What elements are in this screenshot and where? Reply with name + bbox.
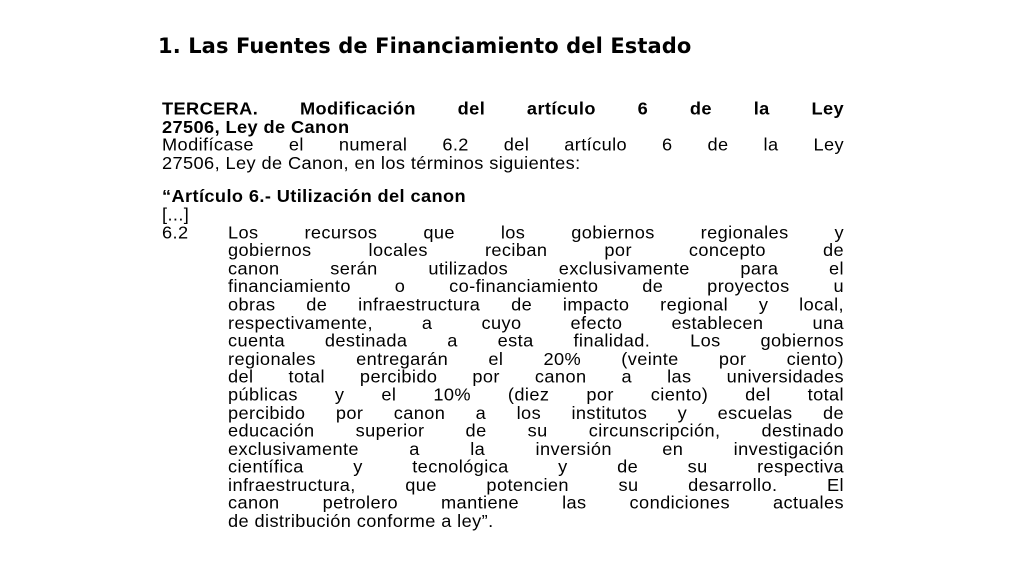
intro-line: 27506, Ley de Canon, en los términos siguientes:: [162, 153, 581, 173]
item-line: educación superior de su circunscripción, destinado: [228, 421, 844, 441]
intro: [162, 136, 844, 172]
item-line: canon serán utilizados exclusivamente para el: [228, 258, 844, 279]
item-line: del total percibido por canon a las universidades: [228, 367, 844, 387]
heading: [162, 100, 844, 136]
item-line: regionales entregarán el 20% (veinte por ciento): [228, 349, 844, 369]
heading-line: 27506, Ley de Canon: [162, 117, 350, 137]
item-line: percibido por canon a los institutos y escuelas de: [228, 403, 844, 423]
item-line: científica y tecnológica y de su respectiva: [228, 457, 844, 477]
item-line: infraestructura, que potencien su desarrollo. El: [228, 475, 844, 495]
item-line: respectivamente, a cuyo efecto establecen una: [228, 312, 844, 333]
heading-line: TERCERA. Modificación del artículo 6 de la Ley: [162, 99, 844, 119]
item-line: exclusivamente a la inversión en investigación: [228, 439, 844, 459]
item-line: canon petrolero mantiene las condiciones actuales: [228, 493, 844, 513]
item-line: financiamiento o co-financiamiento de proyectos u: [228, 276, 844, 297]
law-excerpt: [162, 100, 844, 530]
item-line: cuenta destinada a esta finalidad. Los gobiernos: [228, 330, 844, 351]
numbered-item: [162, 224, 844, 531]
article-title: “Artículo 6.- Utilización del canon: [162, 186, 467, 207]
item-body: [228, 224, 844, 531]
item-line: de distribución conforme a ley”.: [228, 511, 494, 531]
slide-title: 1. Las Fuentes de Financiamiento del Estado: [158, 34, 692, 58]
item-line: obras de infraestructura de impacto regional y local,: [228, 294, 844, 315]
item-line: gobiernos locales reciban por concepto de: [228, 240, 844, 261]
item-line: Los recursos que los gobiernos regionales y: [228, 222, 844, 243]
ellipsis: [...]: [162, 204, 190, 225]
item-number: 6.2: [162, 222, 189, 243]
intro-line: Modifícase el numeral 6.2 del artículo 6 de la Ley: [162, 135, 844, 155]
item-line: públicas y el 10% (diez por ciento) del total: [228, 385, 844, 405]
